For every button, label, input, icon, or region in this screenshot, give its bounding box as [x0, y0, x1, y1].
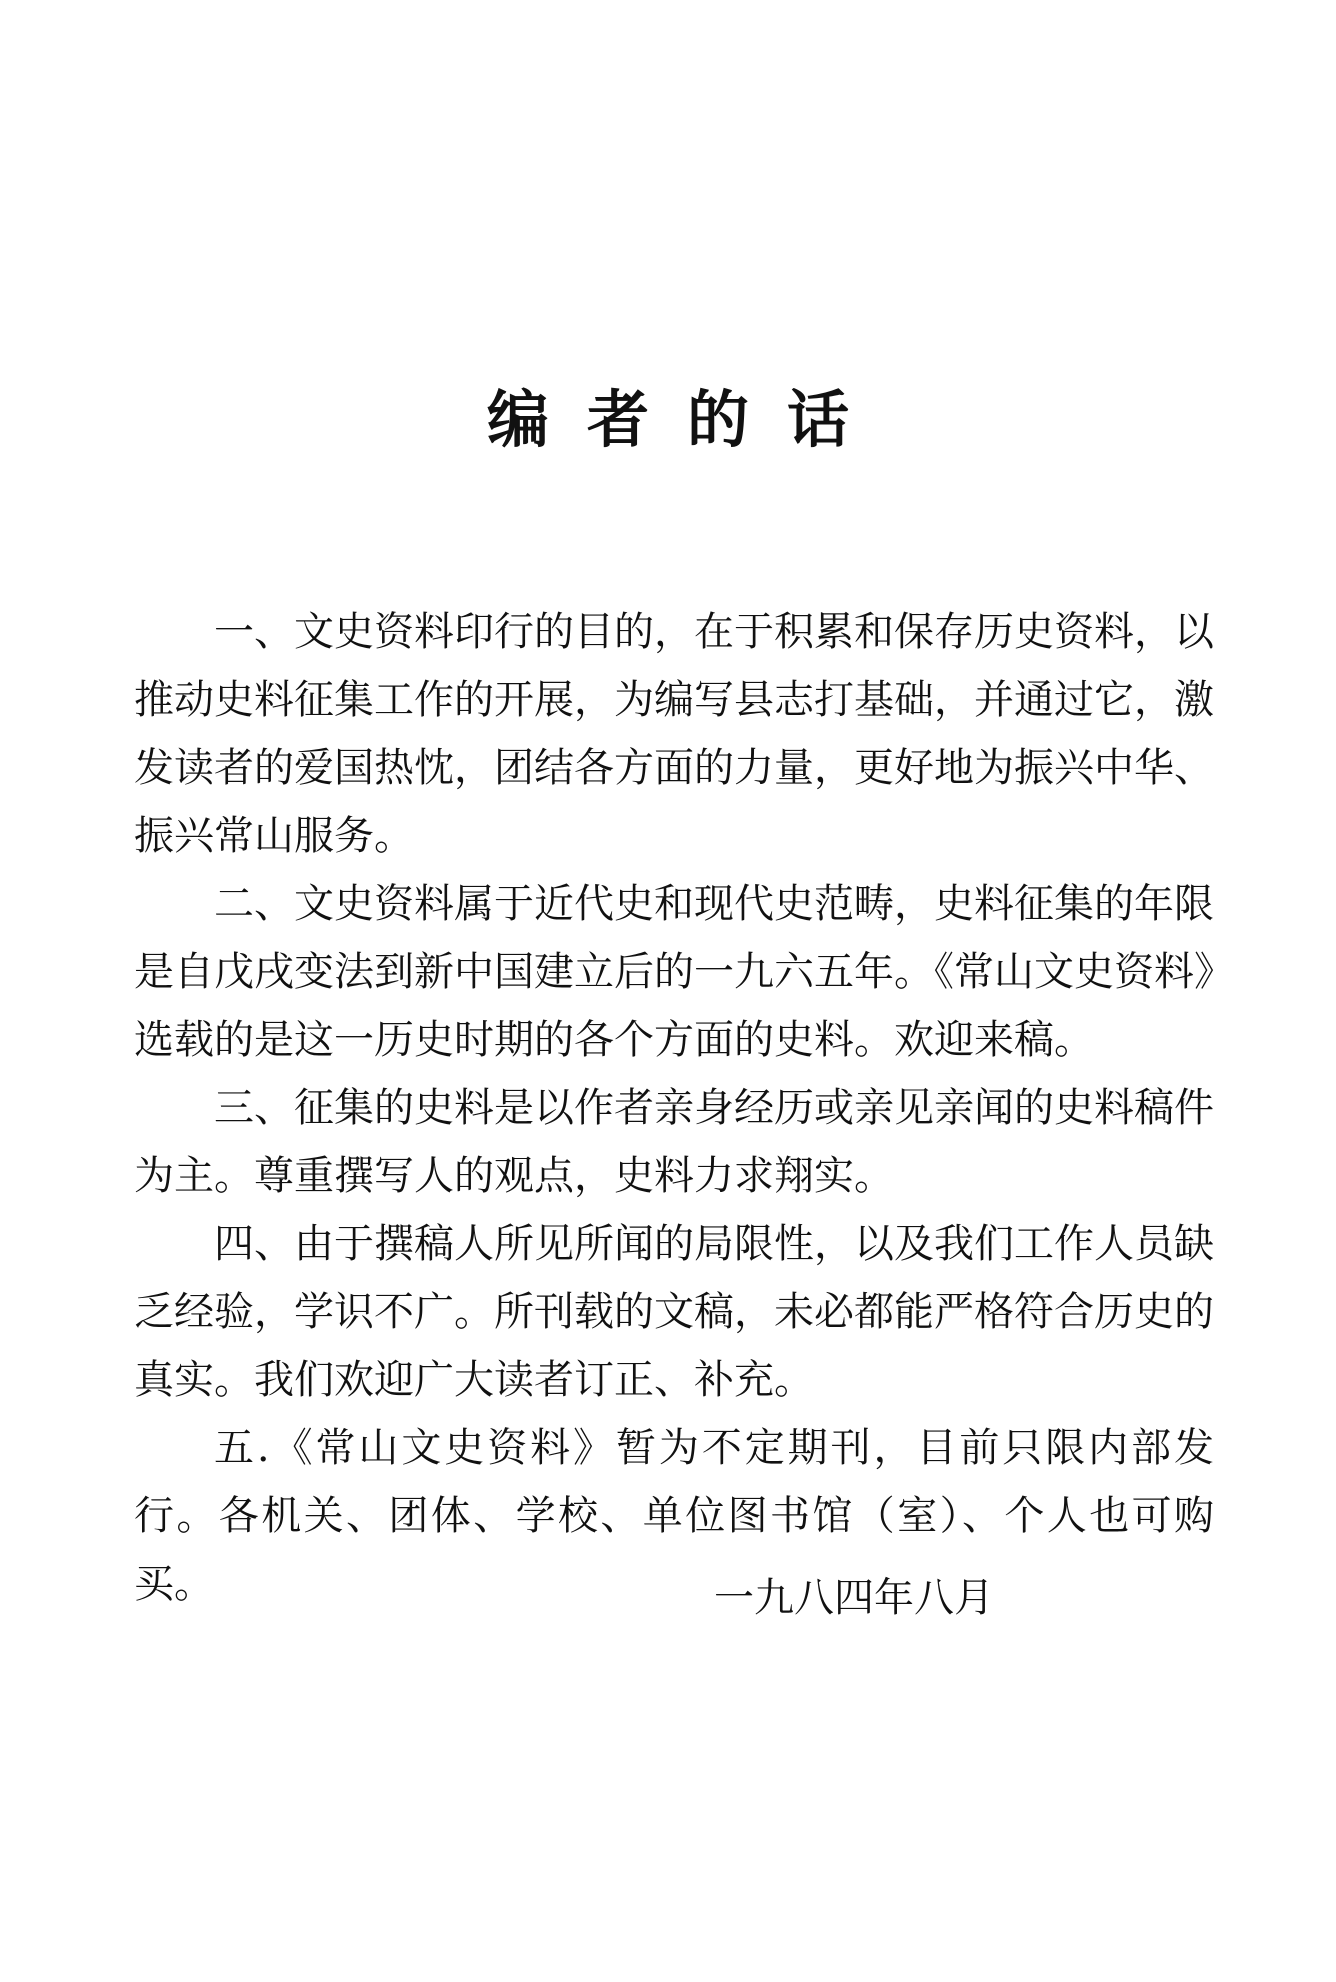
paragraph-4: 四、由于撰稿人所见所闻的局限性，以及我们工作人员缺乏经验，学识不广。所刊载的文稿，未必都能严格符合历史的真实。我们欢迎广大读者订正、补充。 — [134, 1221, 1214, 1403]
date-line: 一九八四年八月 — [714, 1575, 994, 1621]
paragraph-3: 三、征集的史料是以作者亲身经历或亲见亲闻的史料稿件为主。尊重撰写人的观点，史料力求翔实。 — [134, 1085, 1214, 1199]
document-body — [134, 598, 1214, 1618]
paragraph-5: 五.《常山文史资料》暂为不定期刊，目前只限内部发行。各机关、团体、学校、单位图书馆（室）、个人也可购买。 — [134, 1425, 1214, 1607]
paragraph-1: 一、文史资料印行的目的，在于积累和保存历史资料，以推动史料征集工作的开展，为编写县志打基础，并通过它，激发读者的爱国热忱，团结各方面的力量，更好地为振兴中华、振兴常山服务。 — [134, 609, 1214, 859]
paragraph-2: 二、文史资料属于近代史和现代史范畴，史料征集的年限是自戊戌变法到新中国建立后的一九六五年。《常山文史资料》选载的是这一历史时期的各个方面的史料。欢迎来稿。 — [134, 881, 1214, 1063]
page-title: 编者的话 — [486, 383, 887, 456]
